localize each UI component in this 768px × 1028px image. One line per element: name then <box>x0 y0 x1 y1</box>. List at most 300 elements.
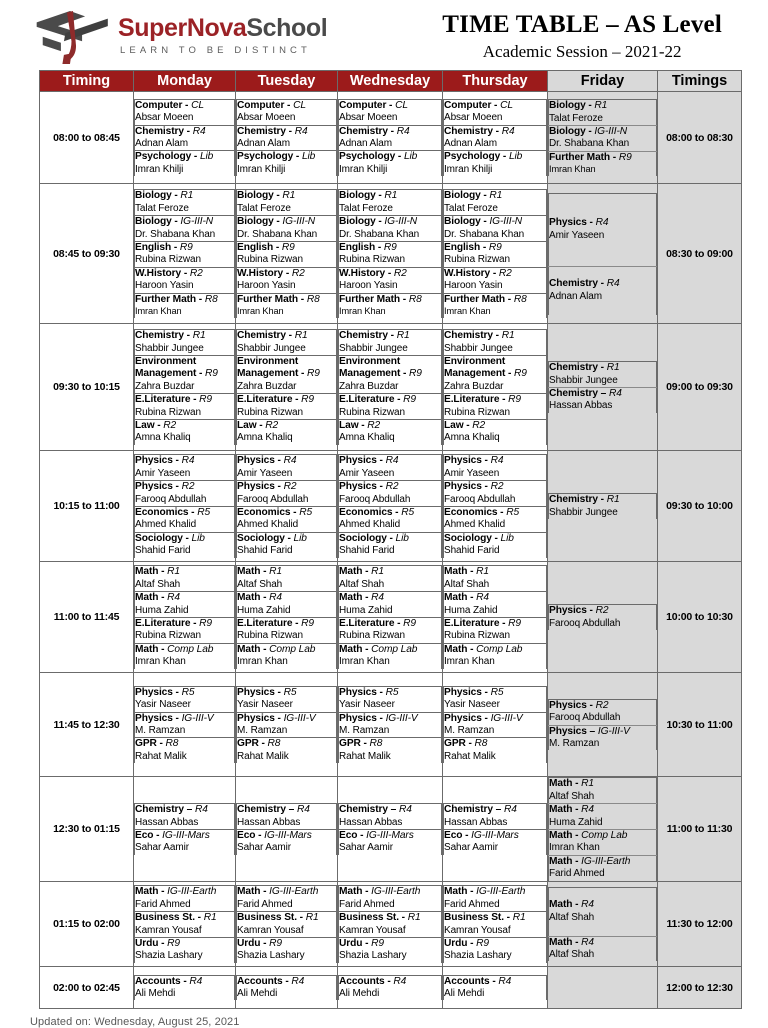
weekday-slot-subject: Further Math - R8 <box>237 293 320 305</box>
weekday-slot[interactable] <box>135 355 235 393</box>
weekday-slot[interactable] <box>135 532 235 557</box>
weekday-slot-teacher: Imran Khilji <box>237 163 286 175</box>
friday-slot[interactable] <box>549 778 657 804</box>
weekday-slot-teacher: Farooq Abdullah <box>339 493 411 505</box>
friday-slot-subject: Chemistry - R1 <box>549 362 620 374</box>
friday-cell[interactable] <box>548 673 658 777</box>
day-cell[interactable] <box>236 92 338 184</box>
weekday-slot-stack <box>443 99 547 176</box>
day-cell[interactable] <box>338 562 443 673</box>
weekday-slot[interactable] <box>135 190 235 216</box>
weekday-slot-stack <box>338 189 442 317</box>
friday-slot-teacher: Altaf Shah <box>549 911 595 923</box>
weekday-slot-teacher: Ali Mehdi <box>444 988 485 1000</box>
weekday-slot-subject: Math - Comp Lab <box>237 643 316 655</box>
weekday-slot[interactable] <box>135 566 235 592</box>
friday-cell[interactable] <box>548 324 658 451</box>
weekday-slot-stack <box>236 686 337 763</box>
weekday-slot-stack <box>443 686 547 763</box>
weekday-slot-subject: Environment Management - R9 <box>444 355 527 380</box>
weekday-slot-stack <box>134 803 235 855</box>
weekday-slot[interactable] <box>339 293 442 318</box>
weekday-slot[interactable] <box>444 643 547 668</box>
weekday-slot[interactable] <box>339 99 442 125</box>
weekday-slot[interactable] <box>339 937 442 962</box>
friday-cell[interactable] <box>548 882 658 967</box>
weekday-slot[interactable] <box>444 216 547 242</box>
weekday-slot[interactable] <box>444 937 547 962</box>
day-cell[interactable] <box>338 882 443 967</box>
weekday-slot-subject: E.Literature - R9 <box>237 618 314 629</box>
weekday-slot-teacher: Rahat Malik <box>135 750 187 762</box>
weekday-slot-subject: Further Math - R8 <box>444 293 527 305</box>
weekday-slot-subject: Business St. - R1 <box>444 912 526 924</box>
weekday-slot[interactable] <box>444 267 547 293</box>
weekday-slot-subject: Chemistry - R4 <box>339 125 410 137</box>
weekday-slot[interactable] <box>135 394 235 420</box>
day-cell[interactable] <box>236 324 338 451</box>
school-logo <box>34 8 327 64</box>
day-cell[interactable] <box>134 967 236 1009</box>
friday-slot[interactable] <box>549 855 657 880</box>
weekday-slot[interactable] <box>444 712 547 738</box>
weekday-slot[interactable] <box>339 643 442 668</box>
weekday-slot[interactable] <box>339 686 442 712</box>
weekday-slot-teacher: Rubina Rizwan <box>237 406 303 418</box>
friday-slot[interactable] <box>549 388 657 413</box>
weekday-slot-teacher: Imran Khan <box>135 656 186 668</box>
weekday-slot-teacher: Rubina Rizwan <box>135 406 201 418</box>
timetable-row <box>40 324 742 451</box>
weekday-slot-subject: Physics - R4 <box>135 455 195 467</box>
weekday-slot[interactable] <box>135 975 235 1000</box>
weekday-slot[interactable] <box>237 532 337 557</box>
friday-cell[interactable] <box>548 451 658 562</box>
weekday-slot-subject: Chemistry – R4 <box>237 804 310 816</box>
friday-slot[interactable] <box>549 887 657 936</box>
weekday-slot[interactable] <box>135 420 235 445</box>
weekday-slot[interactable] <box>237 975 337 1000</box>
weekday-slot[interactable] <box>339 394 442 420</box>
weekday-slot[interactable] <box>237 804 337 830</box>
friday-slot[interactable] <box>549 936 657 961</box>
weekday-slot[interactable] <box>339 125 442 151</box>
weekday-slot[interactable] <box>444 293 547 318</box>
weekday-slot[interactable] <box>237 592 337 618</box>
weekday-slot-teacher: Absar Moeen <box>237 112 296 124</box>
day-cell[interactable] <box>443 184 548 324</box>
weekday-slot[interactable] <box>339 830 442 855</box>
day-cell[interactable] <box>338 184 443 324</box>
weekday-slot-subject: Physics - R2 <box>237 481 297 493</box>
weekday-slot[interactable] <box>237 293 337 318</box>
friday-slot-stack <box>548 361 657 413</box>
friday-slot-subject: Math - R4 <box>549 899 594 911</box>
weekday-slot-subject: Accounts - R4 <box>135 975 203 987</box>
friday-slot-subject: Physics – IG-III-V <box>549 725 630 737</box>
weekday-slot-teacher: Imran Khilji <box>135 163 184 175</box>
weekday-slot-teacher: Hassan Abbas <box>339 816 403 828</box>
weekday-slot[interactable] <box>135 804 235 830</box>
weekday-slot[interactable] <box>237 686 337 712</box>
day-cell[interactable] <box>134 324 236 451</box>
friday-cell[interactable] <box>548 184 658 324</box>
weekday-slot[interactable] <box>135 507 235 533</box>
weekday-slot-teacher: Altaf Shah <box>339 578 385 590</box>
weekday-slot[interactable] <box>339 242 442 268</box>
weekday-slot[interactable] <box>444 804 547 830</box>
day-cell[interactable] <box>443 451 548 562</box>
weekday-slot[interactable] <box>237 566 337 592</box>
weekday-slot-subject: Math - R1 <box>444 566 489 578</box>
day-cell[interactable] <box>134 882 236 967</box>
weekday-slot-stack <box>338 329 442 445</box>
friday-cell[interactable] <box>548 967 658 1009</box>
weekday-slot[interactable] <box>237 712 337 738</box>
friday-slot[interactable] <box>549 266 657 315</box>
friday-slot[interactable] <box>549 100 657 126</box>
weekday-slot-subject: W.History - R2 <box>135 267 203 279</box>
weekday-slot[interactable] <box>237 355 337 393</box>
weekday-slot-teacher: Hassan Abbas <box>444 816 508 828</box>
weekday-slot[interactable] <box>237 394 337 420</box>
weekday-slot-teacher: Amir Yaseen <box>237 467 293 479</box>
friday-slot[interactable] <box>549 494 657 519</box>
day-cell[interactable] <box>443 967 548 1009</box>
weekday-slot[interactable] <box>339 886 442 912</box>
weekday-slot-teacher: Talat Feroze <box>444 202 498 214</box>
day-cell[interactable] <box>338 92 443 184</box>
weekday-slot[interactable] <box>135 481 235 507</box>
day-cell[interactable] <box>443 324 548 451</box>
weekday-slot-teacher: Rubina Rizwan <box>339 406 405 418</box>
friday-slot[interactable] <box>549 193 657 266</box>
weekday-slot-subject: Chemistry - R4 <box>444 125 515 137</box>
weekday-slot-teacher: Farooq Abdullah <box>444 493 516 505</box>
weekday-slot[interactable] <box>135 830 235 855</box>
weekday-slot[interactable] <box>135 618 235 644</box>
weekday-slot[interactable] <box>237 830 337 855</box>
weekday-slot[interactable] <box>237 912 337 938</box>
row-timing: 08:45 to 09:30 <box>40 184 134 324</box>
weekday-slot-subject: Psychology - Lib <box>237 151 316 163</box>
day-cell[interactable] <box>338 451 443 562</box>
weekday-slot-teacher: Ali Mehdi <box>237 988 278 1000</box>
weekday-slot-subject: Sociology - Lib <box>135 532 205 544</box>
weekday-slot[interactable] <box>135 686 235 712</box>
weekday-slot-subject: E.Literature - R9 <box>444 618 521 629</box>
weekday-slot-teacher: Amna Khaliq <box>237 432 293 444</box>
weekday-slot[interactable] <box>135 151 235 176</box>
weekday-slot-teacher: Dr. Shabana Khan <box>444 228 525 240</box>
weekday-slot[interactable] <box>339 712 442 738</box>
weekday-slot[interactable] <box>237 125 337 151</box>
weekday-slot[interactable] <box>237 738 337 763</box>
weekday-slot[interactable] <box>237 216 337 242</box>
weekday-slot[interactable] <box>444 566 547 592</box>
friday-slot[interactable] <box>549 804 657 830</box>
weekday-slot-subject: Biology - R1 <box>237 190 296 202</box>
weekday-slot-stack <box>134 885 235 962</box>
weekday-slot[interactable] <box>339 151 442 176</box>
friday-slot[interactable] <box>549 699 657 725</box>
weekday-slot-subject: Physics - R2 <box>339 481 399 493</box>
weekday-slot-subject: Physics - R2 <box>444 481 504 493</box>
weekday-slot[interactable] <box>444 394 547 420</box>
weekday-slot[interactable] <box>444 242 547 268</box>
friday-slot[interactable] <box>549 362 657 388</box>
weekday-slot[interactable] <box>135 592 235 618</box>
weekday-slot-teacher: Huma Zahid <box>237 604 291 616</box>
weekday-slot[interactable] <box>339 455 442 481</box>
weekday-slot-teacher: Hassan Abbas <box>135 816 199 828</box>
weekday-slot-subject: Economics - R5 <box>339 507 415 518</box>
weekday-slot-subject: Further Math - R8 <box>339 293 422 305</box>
weekday-slot[interactable] <box>339 190 442 216</box>
weekday-slot-subject: Psychology - Lib <box>444 151 523 163</box>
weekday-slot-teacher: Rahat Malik <box>339 750 391 762</box>
day-cell[interactable] <box>236 967 338 1009</box>
weekday-slot[interactable] <box>339 738 442 763</box>
day-cell[interactable] <box>443 92 548 184</box>
weekday-slot[interactable] <box>135 99 235 125</box>
brand-tagline: LEARN TO BE DISTINCT <box>120 45 311 57</box>
weekday-slot[interactable] <box>444 830 547 855</box>
friday-slot-teacher: Shabbir Jungee <box>549 374 618 386</box>
weekday-slot-subject: Business St. - R1 <box>339 912 421 924</box>
col-header-friday: Friday <box>548 71 658 92</box>
weekday-slot-teacher: Shazia Lashary <box>135 950 203 962</box>
weekday-slot-subject: English - R9 <box>444 242 502 253</box>
weekday-slot-subject: Chemistry – R4 <box>135 804 208 816</box>
weekday-slot[interactable] <box>237 330 337 356</box>
weekday-slot-stack <box>134 975 235 1001</box>
weekday-slot[interactable] <box>237 190 337 216</box>
day-cell[interactable] <box>338 777 443 882</box>
weekday-slot-subject: Math - R1 <box>339 566 384 578</box>
weekday-slot-subject: E.Literature - R9 <box>339 618 416 629</box>
weekday-slot[interactable] <box>339 592 442 618</box>
friday-slot[interactable] <box>549 605 657 630</box>
day-cell[interactable] <box>236 451 338 562</box>
weekday-slot[interactable] <box>444 738 547 763</box>
weekday-slot[interactable] <box>444 151 547 176</box>
weekday-slot[interactable] <box>237 151 337 176</box>
weekday-slot[interactable] <box>444 125 547 151</box>
weekday-slot-stack <box>443 565 547 668</box>
friday-slot-stack <box>548 887 657 962</box>
weekday-slot-subject: Math - R4 <box>237 592 282 604</box>
weekday-slot-teacher: M. Ramzan <box>444 725 495 737</box>
weekday-slot-teacher: Adnan Alam <box>339 138 392 150</box>
weekday-slot-subject: Chemistry - R1 <box>237 330 308 342</box>
day-cell[interactable] <box>236 882 338 967</box>
day-cell[interactable] <box>236 184 338 324</box>
weekday-slot[interactable] <box>444 886 547 912</box>
weekday-slot[interactable] <box>135 330 235 356</box>
weekday-slot[interactable] <box>135 242 235 268</box>
weekday-slot-teacher: Ahmed Khalid <box>444 519 506 531</box>
weekday-slot[interactable] <box>444 99 547 125</box>
weekday-slot-subject: W.History - R2 <box>444 267 512 279</box>
weekday-slot-stack <box>338 454 442 557</box>
friday-slot-teacher: Dr. Shabana Khan <box>549 138 630 150</box>
weekday-slot-teacher: Huma Zahid <box>135 604 189 616</box>
weekday-slot-subject: Chemistry - R1 <box>135 330 206 342</box>
weekday-slot[interactable] <box>237 643 337 668</box>
weekday-slot-teacher: Adnan Alam <box>237 138 290 150</box>
weekday-slot[interactable] <box>135 738 235 763</box>
weekday-slot[interactable] <box>339 216 442 242</box>
weekday-slot[interactable] <box>135 216 235 242</box>
weekday-slot[interactable] <box>339 912 442 938</box>
weekday-slot[interactable] <box>339 618 442 644</box>
weekday-slot[interactable] <box>135 712 235 738</box>
weekday-slot-teacher: Imran Khan <box>237 306 284 317</box>
day-cell[interactable] <box>134 777 236 882</box>
weekday-slot[interactable] <box>339 507 442 533</box>
day-cell[interactable] <box>443 777 548 882</box>
weekday-slot[interactable] <box>237 99 337 125</box>
weekday-slot[interactable] <box>339 355 442 393</box>
weekday-slot[interactable] <box>339 532 442 557</box>
weekday-slot[interactable] <box>135 293 235 318</box>
weekday-slot-subject: Sociology - Lib <box>444 532 514 544</box>
friday-slot-subject: Math - R1 <box>549 778 594 790</box>
weekday-slot[interactable] <box>135 912 235 938</box>
day-cell[interactable] <box>134 673 236 777</box>
day-cell[interactable] <box>134 92 236 184</box>
weekday-slot[interactable] <box>444 481 547 507</box>
weekday-slot[interactable] <box>237 507 337 533</box>
weekday-slot-teacher: Talat Feroze <box>135 202 189 214</box>
weekday-slot[interactable] <box>237 886 337 912</box>
weekday-slot-subject: Law - R2 <box>339 420 381 432</box>
weekday-slot[interactable] <box>444 975 547 1000</box>
weekday-slot-teacher: Shazia Lashary <box>339 950 407 962</box>
weekday-slot[interactable] <box>135 937 235 962</box>
weekday-slot-teacher: Absar Moeen <box>339 112 398 124</box>
weekday-slot[interactable] <box>237 420 337 445</box>
weekday-slot-subject: Math - Comp Lab <box>444 643 523 655</box>
timetable-row <box>40 92 742 184</box>
timetable-row <box>40 184 742 324</box>
weekday-slot[interactable] <box>339 330 442 356</box>
weekday-slot-stack <box>443 454 547 557</box>
weekday-slot-subject: Physics - R4 <box>237 455 297 467</box>
weekday-slot-subject: Biology - IG-III-N <box>444 216 522 228</box>
day-cell[interactable] <box>443 562 548 673</box>
day-cell[interactable] <box>338 967 443 1009</box>
weekday-slot[interactable] <box>444 532 547 557</box>
weekday-slot[interactable] <box>444 420 547 445</box>
weekday-slot-stack <box>338 686 442 763</box>
weekday-slot[interactable] <box>135 886 235 912</box>
weekday-slot[interactable] <box>135 267 235 293</box>
brand-text <box>118 16 327 56</box>
weekday-slot-teacher: Rahat Malik <box>444 750 496 762</box>
day-cell[interactable] <box>338 673 443 777</box>
friday-cell[interactable] <box>548 562 658 673</box>
friday-slot[interactable] <box>549 830 657 856</box>
weekday-slot[interactable] <box>237 937 337 962</box>
weekday-slot-teacher: Shazia Lashary <box>444 950 512 962</box>
friday-cell[interactable] <box>548 777 658 882</box>
weekday-slot[interactable] <box>237 267 337 293</box>
weekday-slot[interactable] <box>237 455 337 481</box>
weekday-slot-subject: Physics - IG-III-V <box>237 712 316 724</box>
weekday-slot[interactable] <box>339 481 442 507</box>
weekday-slot[interactable] <box>339 267 442 293</box>
day-cell[interactable] <box>236 562 338 673</box>
weekday-slot[interactable] <box>339 566 442 592</box>
weekday-slot[interactable] <box>135 125 235 151</box>
day-cell[interactable] <box>134 184 236 324</box>
weekday-slot-subject: GPR - R8 <box>444 738 488 750</box>
weekday-slot-teacher: Altaf Shah <box>444 578 490 590</box>
weekday-slot-subject: Urdu - R9 <box>237 937 282 949</box>
day-cell[interactable] <box>338 324 443 451</box>
weekday-slot[interactable] <box>339 420 442 445</box>
day-cell[interactable] <box>443 673 548 777</box>
friday-slot[interactable] <box>549 126 657 152</box>
weekday-slot[interactable] <box>237 242 337 268</box>
row-timings-right: 08:30 to 09:00 <box>658 184 742 324</box>
weekday-slot-subject: Physics - R4 <box>339 455 399 467</box>
weekday-slot-teacher: Haroon Yasin <box>237 280 296 292</box>
weekday-slot-subject: E.Literature - R9 <box>444 394 521 406</box>
row-timing: 09:30 to 10:15 <box>40 324 134 451</box>
weekday-slot-subject: English - R9 <box>135 242 193 253</box>
weekday-slot[interactable] <box>444 355 547 393</box>
weekday-slot-teacher: Rubina Rizwan <box>339 630 405 642</box>
weekday-slot[interactable] <box>237 618 337 644</box>
weekday-slot-subject: Computer - CL <box>444 99 513 111</box>
weekday-slot[interactable] <box>444 592 547 618</box>
day-cell[interactable] <box>134 562 236 673</box>
day-cell[interactable] <box>134 451 236 562</box>
weekday-slot[interactable] <box>444 686 547 712</box>
weekday-slot-subject: Environment Management - R9 <box>135 355 218 380</box>
weekday-slot[interactable] <box>135 455 235 481</box>
weekday-slot-subject: Sociology - Lib <box>237 532 307 544</box>
weekday-slot-subject: Physics - R5 <box>444 686 504 698</box>
day-cell[interactable] <box>443 882 548 967</box>
col-header-thursday: Thursday <box>443 71 548 92</box>
weekday-slot[interactable] <box>444 455 547 481</box>
weekday-slot[interactable] <box>444 507 547 533</box>
day-cell[interactable] <box>236 673 338 777</box>
weekday-slot[interactable] <box>444 330 547 356</box>
friday-slot[interactable] <box>549 151 657 176</box>
friday-cell[interactable] <box>548 92 658 184</box>
weekday-slot-stack <box>134 189 235 317</box>
weekday-slot[interactable] <box>135 643 235 668</box>
weekday-slot-teacher: Rahat Malik <box>237 750 289 762</box>
weekday-slot[interactable] <box>444 190 547 216</box>
page-title: TIME TABLE – AS Level <box>442 10 722 38</box>
weekday-slot[interactable] <box>339 804 442 830</box>
weekday-slot[interactable] <box>444 618 547 644</box>
weekday-slot[interactable] <box>237 481 337 507</box>
day-cell[interactable] <box>236 777 338 882</box>
weekday-slot[interactable] <box>444 912 547 938</box>
weekday-slot-subject: E.Literature - R9 <box>135 394 212 406</box>
weekday-slot-stack <box>236 565 337 668</box>
friday-slot-subject: Chemistry - R4 <box>549 278 620 290</box>
friday-slot[interactable] <box>549 725 657 750</box>
weekday-slot[interactable] <box>339 975 442 1000</box>
